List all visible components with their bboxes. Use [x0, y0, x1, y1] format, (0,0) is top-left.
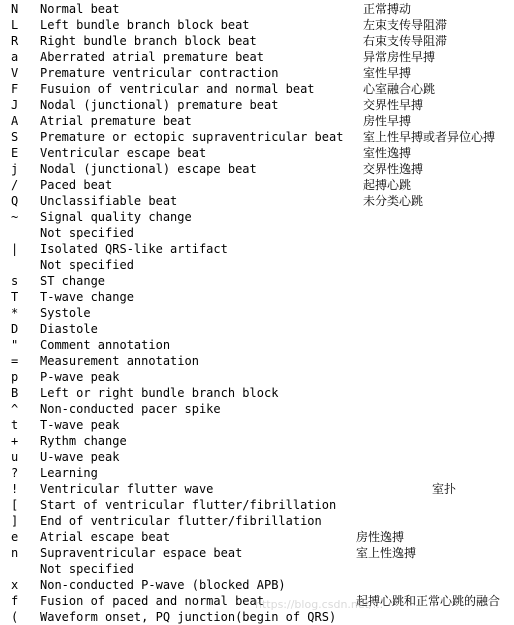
- annotation-chinese-label: 交界性逸搏: [363, 162, 424, 176]
- annotation-chinese-label: 左束支传导阻滞: [363, 18, 448, 32]
- annotation-symbol: J: [11, 98, 19, 112]
- annotation-symbol: !: [11, 482, 19, 496]
- annotation-symbol: /: [11, 178, 19, 192]
- table-row: [0, 193, 514, 209]
- annotation-symbol: n: [11, 546, 19, 560]
- table-row: [0, 257, 514, 273]
- annotation-description: Premature or ectopic supraventricular beat: [40, 130, 344, 144]
- annotation-description: Right bundle branch block beat: [40, 34, 257, 48]
- table-row: [0, 289, 514, 305]
- annotation-symbol: |: [11, 242, 19, 256]
- table-row: [0, 337, 514, 353]
- table-row: [0, 513, 514, 529]
- table-row: [0, 65, 514, 81]
- annotation-chinese-label: 交界性早搏: [363, 98, 424, 112]
- table-row: [0, 321, 514, 337]
- annotation-description: Supraventricular espace beat: [40, 546, 243, 560]
- annotation-description: Ventricular flutter wave: [40, 482, 214, 496]
- annotation-description: Normal beat: [40, 2, 120, 16]
- annotation-symbol: a: [11, 50, 19, 64]
- table-row: [0, 465, 514, 481]
- annotation-symbol: t: [11, 418, 19, 432]
- annotation-symbol: T: [11, 290, 19, 304]
- table-row: [0, 545, 514, 561]
- annotation-chinese-label: 起搏心跳和正常心跳的融合: [356, 594, 501, 608]
- annotation-symbol: D: [11, 322, 19, 336]
- annotation-symbol: j: [11, 162, 19, 176]
- annotation-description: Nodal (junctional) escape beat: [40, 162, 257, 176]
- annotation-description: End of ventricular flutter/fibrillation: [40, 514, 322, 528]
- annotation-symbol: R: [11, 34, 19, 48]
- table-row: [0, 49, 514, 65]
- annotation-symbol: V: [11, 66, 19, 80]
- annotation-chinese-label: 房性逸搏: [356, 530, 405, 544]
- table-row: [0, 81, 514, 97]
- table-row: [0, 593, 514, 609]
- annotation-chinese-label: 室上性逸搏: [356, 546, 417, 560]
- table-row: [0, 529, 514, 545]
- table-row: [0, 97, 514, 113]
- table-row: [0, 561, 514, 577]
- annotation-symbol: +: [11, 434, 19, 448]
- annotation-description: Left or right bundle branch block: [40, 386, 279, 400]
- annotation-chinese-label: 室扑: [432, 482, 457, 496]
- annotation-symbol: S: [11, 130, 19, 144]
- annotation-description: T-wave peak: [40, 418, 120, 432]
- watermark: https://blog.csdn.net/...: [255, 598, 384, 611]
- annotation-symbol: [: [11, 498, 19, 512]
- annotation-symbol: s: [11, 274, 19, 288]
- annotation-description: Fusion of paced and normal beat: [40, 594, 264, 608]
- table-row: [0, 401, 514, 417]
- annotation-description: Non-conducted pacer spike: [40, 402, 221, 416]
- annotation-symbol: u: [11, 450, 19, 464]
- annotation-description: Rythm change: [40, 434, 127, 448]
- table-row: [0, 33, 514, 49]
- table-row: [0, 305, 514, 321]
- table-row: [0, 497, 514, 513]
- annotation-description: Non-conducted P-wave (blocked APB): [40, 578, 286, 592]
- annotation-description: ST change: [40, 274, 106, 288]
- table-row: [0, 369, 514, 385]
- annotation-chinese-label: 正常搏动: [363, 2, 412, 16]
- annotation-symbol: (: [11, 610, 19, 624]
- table-row: [0, 129, 514, 145]
- table-row: [0, 241, 514, 257]
- table-row: [0, 225, 514, 241]
- annotation-description: Not specified: [40, 226, 134, 240]
- annotation-description: Not specified: [40, 562, 134, 576]
- annotation-chinese-label: 右束支传导阻滞: [363, 34, 448, 48]
- table-row: [0, 209, 514, 225]
- annotation-symbol: Q: [11, 194, 19, 208]
- table-row: [0, 577, 514, 593]
- annotation-symbol: L: [11, 18, 19, 32]
- annotation-description: T-wave change: [40, 290, 134, 304]
- annotation-chinese-label: 室上性早搏或者异位心搏: [363, 130, 496, 144]
- annotation-description: Waveform onset, PQ junction(begin of QRS): [40, 610, 337, 624]
- annotation-description: Ventricular escape beat: [40, 146, 207, 160]
- annotation-chinese-label: 未分类心跳: [363, 194, 424, 208]
- table-row: [0, 273, 514, 289]
- annotation-description: Left bundle branch block beat: [40, 18, 250, 32]
- annotation-chinese-label: 心室融合心跳: [363, 82, 436, 96]
- annotation-description: Paced beat: [40, 178, 113, 192]
- annotation-description: Atrial premature beat: [40, 114, 192, 128]
- annotation-chinese-label: 室性逸搏: [363, 146, 412, 160]
- table-row: [0, 161, 514, 177]
- annotation-symbol: ~: [11, 210, 19, 224]
- annotation-symbol: ?: [11, 466, 19, 480]
- table-row: [0, 609, 514, 625]
- annotation-description: Atrial escape beat: [40, 530, 171, 544]
- table-row: [0, 1, 514, 17]
- annotation-symbol: f: [11, 594, 19, 608]
- table-row: [0, 433, 514, 449]
- annotation-description: Nodal (junctional) premature beat: [40, 98, 279, 112]
- annotation-symbol: x: [11, 578, 19, 592]
- annotation-description: Aberrated atrial premature beat: [40, 50, 264, 64]
- annotation-symbol: =: [11, 354, 19, 368]
- annotation-description: Start of ventricular flutter/fibrillation: [40, 498, 337, 512]
- table-row: [0, 177, 514, 193]
- annotation-chinese-label: 异常房性早搏: [363, 50, 436, 64]
- annotation-symbol: F: [11, 82, 19, 96]
- table-row: [0, 17, 514, 33]
- table-row: [0, 145, 514, 161]
- annotation-description: Signal quality change: [40, 210, 192, 224]
- annotation-symbol: p: [11, 370, 19, 384]
- annotation-description: Comment annotation: [40, 338, 171, 352]
- annotation-symbol: *: [11, 306, 19, 320]
- annotation-description: Diastole: [40, 322, 98, 336]
- annotation-symbol: A: [11, 114, 19, 128]
- table-row: [0, 353, 514, 369]
- table-row: [0, 417, 514, 433]
- table-row: [0, 481, 514, 497]
- table-row: [0, 385, 514, 401]
- annotation-symbol: ]: [11, 514, 19, 528]
- annotation-chinese-label: 室性早搏: [363, 66, 412, 80]
- annotation-description: U-wave peak: [40, 450, 120, 464]
- annotation-symbol: e: [11, 530, 19, 544]
- annotation-description: Fusuion of ventricular and normal beat: [40, 82, 315, 96]
- annotation-chinese-label: 起搏心跳: [363, 178, 412, 192]
- annotation-description: Learning: [40, 466, 98, 480]
- annotation-symbol: E: [11, 146, 19, 160]
- annotation-description: Not specified: [40, 258, 134, 272]
- annotation-chinese-label: 房性早搏: [363, 114, 412, 128]
- annotation-symbol: ^: [11, 402, 19, 416]
- annotation-description: Systole: [40, 306, 91, 320]
- table-row: [0, 449, 514, 465]
- annotation-description: Unclassifiable beat: [40, 194, 178, 208]
- annotation-symbol: B: [11, 386, 19, 400]
- annotation-description: P-wave peak: [40, 370, 120, 384]
- table-row: [0, 113, 514, 129]
- annotation-description: Premature ventricular contraction: [40, 66, 279, 80]
- annotation-description: Isolated QRS-like artifact: [40, 242, 228, 256]
- annotation-symbol: N: [11, 2, 19, 16]
- annotation-description: Measurement annotation: [40, 354, 199, 368]
- annotation-symbol: ": [11, 338, 19, 352]
